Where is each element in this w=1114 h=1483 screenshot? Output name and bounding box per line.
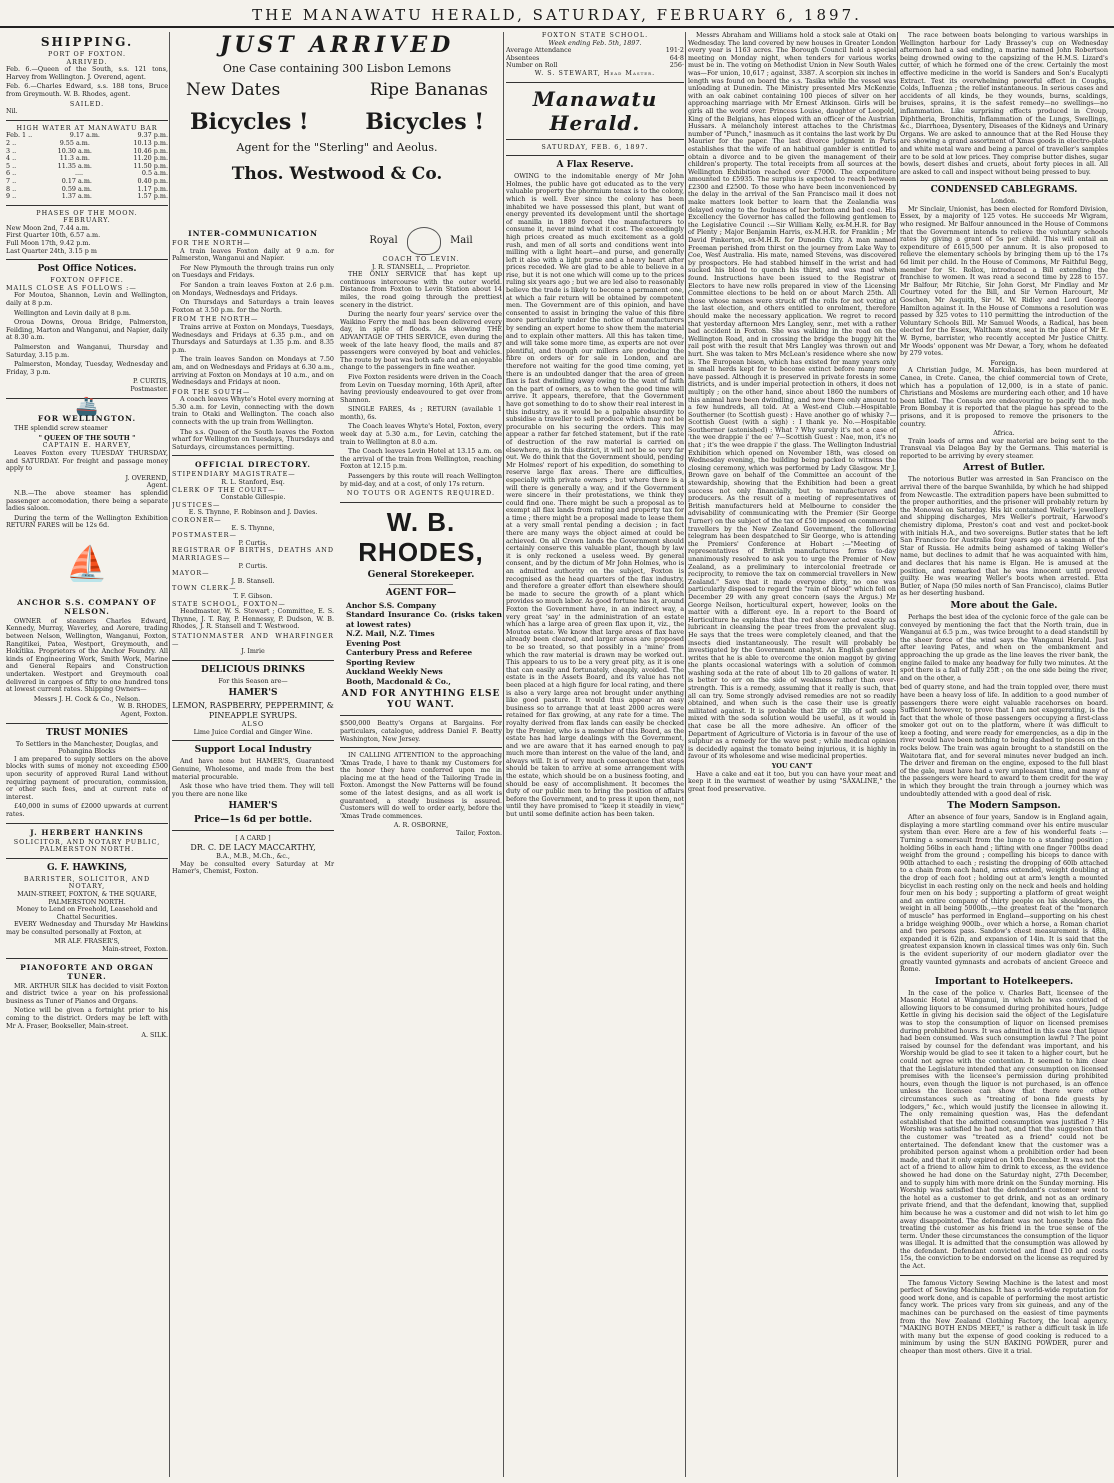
tide-cell: 0.17 a.m. — [61, 176, 92, 185]
piano-sign: A. SILK. — [141, 1031, 168, 1040]
dir-label: POSTMASTER— — [172, 531, 237, 540]
divider — [6, 858, 168, 859]
agency: Canterbury Press and Referee — [346, 648, 473, 658]
tide-cell: 10.46 p.m. — [133, 146, 168, 155]
dir-value: J. Imrie — [241, 647, 265, 656]
dir-value: Constable Gillespie. — [220, 493, 286, 502]
directory-title: OFFICIAL DIRECTORY. — [195, 460, 311, 470]
hawkins-addr: MAIN-STREET, FOXTON, & THE SQUARE, PALMERSTON NORTH. — [17, 889, 157, 906]
dir-value: R. L. Stanford, Esq. — [221, 478, 285, 487]
post-text: Oroua Downs, Oroua Bridge, Palmerston, Feilding, Marton and Wanganui, and Napier, daily at 8.30 a.m. — [6, 318, 168, 342]
sailing-ship-icon: ⛵ — [65, 543, 109, 584]
butler-text: The notorious Butler was arrested in San Francisco on the arrival there of the barque Swanhilda, by which he had shipped from Newcastle. The extradition papers have been submitted to the proper authorities, and the prisoner will probably return by the Monowai on Saturday. His kit contained Weller's jewellery and shipping discharges, Mrs Weller's portrait, Harwood's chemistry diploma, Preston's coat and vest and pocket-book with initials H.A., and two sovereigns. Butler states that he left San Francisco for Australia four years ago as a seaman of the Star of Russia. He admits being ashamed of taking Weller's name, but declines to admit that he was acquainted with him, and declares that his name is Elgan. He is amused at the position, and remarked that he was innocent until proved guilty. He was wearing Weller's boots when arrested. Etta Butler, of Napa (50 miles north of San Francisco), claims Butler as her deserting husband. — [900, 475, 1108, 598]
column-rule — [685, 32, 686, 1477]
coach-text: During the nearly four years' service over the Waikino Ferry the mail has been delivered every day, in spite of floods. As showing THE ADVANTAGE OF THIS SERVICE, even during the week of the late heavy flood, the mails and 87 passengers were conveyed by boat and vehicles. The route by boat was both safe and an enjoyable change to the passengers in fine weather. — [340, 310, 502, 372]
ad-text: MR. ARTHUR SILK has decided to visit Foxton and district twice a year on his professional business as Tuner of Pianos and Organs. — [6, 981, 168, 1005]
train-text: A train leaves Foxton daily at 9 a.m. for Palmerston, Wanganui and Napier. — [172, 246, 334, 263]
school-title: FOXTON STATE SCHOOL. — [541, 32, 649, 39]
dir-label: CLERK OF THE COURT— — [172, 485, 276, 494]
tide-cell: 9 .. — [6, 192, 17, 201]
tide-table — [6, 132, 168, 200]
news-paragraphs: Messrs Abraham and Williams hold a stock sale at Otaki on Wednesday. The land covered by new houses in Greater London every year is 1163 acres. The Borough Council hold a special meeting on Monday night, when tenders for various works must be in. The voting on Methodist Union in New South Wales was—For union, 10,617 ; against, 3387. A scorpion six inches in length was found on board the s.s. Tasika while the vessel was unloading at Dunedin. The Ministry presented Mrs McKenzie with an oak cabinet containing 100 pieces of silver on her approaching marriage with Mr Ernest Atkinson. Girls will be girls all the world over. Princess Louise, daughter of Leopold, King of the Belgians, has eloped with an officer of the Austrian Hussars. A melancholy interest attaches to the Christmas number of "Punch," inasmuch as it contains the last work by Du Maurier for the paper. The last divorce judgment in Paris establishes that the wife of an habitual gambler is entitled to obtain a divorce and to be given the management of their children's property. The total receipts from all sources at the Wellington Exhibition reached over £7000. The expenditure amounted to £5935. The surplus is expected to reach between £2300 and £2500. To those who have been inconvenienced by the delay in the arrival of the San Francisco mail it does not make matters look better to learn that the Zealandia was delayed owing to the foulness of her bottom and bad coal. His Excellency the Governor has called the following gentlemen to the Legislative Council :—Sir William Kelly, ex-M.H.R. for Bay of Plenty ; Major Benjamin Harris, ex-M.H.R. for Franklin ; Mr David Pinkerton, ex-M.H.R. for Dunedin City. A man named Freeman perished from thirst on the journey from Lake Way to Coe, West Australia. His mate, named Stevens, was discovered by prospectors. He had stabbed himself in the wrist and had sucked his blood to quench his thirst, and was mad when found. Instructions have been issued to the Registrar of Electors to have new rolls prepared in view of the Licensing Committee elections to be held on or about March 25th. All those whose names were struck off the rolls for not voting at the last election, and others entitled to enrolment, therefore should make the necessary application. We regret to record that yesterday afternoon Mrs Langley, senr., met with a rather bad accident in Foxton. She was walking in the road on the Wellington Road, and in crossing the bridge the buggy hit the rail post with the result that Mrs Langley was thrown out and hurt. She was taken to Mrs McLean's residence where she now is. The European bison, which has existed for many years only in small herds kept for to become extinct before many more have passed. Although it is preserved in private forests in some districts, and is under imperial protection in others, it does not multiply ; on the other hand, since about 1860 the numbers of this animal have been dwindling, and now there only amount to a few hundreds, all told. At a West-end Club.—Hospitable Southerner (to Scottish guest) : Have another go of whisky ?—Scottish Guest (with a sigh) : I thank ye. No.—Hospitable Southerner (astonished) : What ? Why surely it's not a case of 'the wee drappie i' the ee' ?—Scottish Guest : Nae, mon, it's no that ; it's the wee drappie i' the glass. The Wellington Industrial Exhibition which opened on November 18th, was closed on Wednesday evening, the building being packed to witness the closing ceremony, which was performed by Lady Glasgow. Mr J. Brown gave on behalf of the Committee an account of the stewardship, showing that the Exhibition had been a great success not only financially, but to manufacturers and producers. As the result of a meeting of representatives of British manufacturers held at Melbourne to consider the advisability of communicating with the Premier (Sir George Turner) on the subject of the tax of £50 imposed on commercial travellers by the New Zealand Government, the following telegram has been despatched to Sir George, who is attending the Premiers' Conference at Hobart :—"Meeting of representatives of British manufactures forms to-day unanimously resolved to ask you to urge the Premier of New Zealand, as a preliminary to intercolonial freetrade or reciprocity, to remove the tax on commercial travellers in New Zealand." Save that it made everyone dirty, no one was particularly disposed to regard the "rain of blood" which fell on December 29 with any great concern (says the Argus.) Mr George Neilson, horticultural expert, however, looks on the matter with a different eye. In a report to the Board of Horticulture he explains that the red shower acted exactly as lubricant in cleansing the pear trees from the prevalent slug. He says that the trees were completely cleaned, and that the insects died instantaneously. The result will probably be investigated by the Government analyst. An English gardener writes that he is able to overcome the onion maggot by giving the plants occasional waterings with a solution of common washing soda at the rate of about 1lb to 20 gallons of water. It is better to err on the side of weakness rather than over-strength. This is a remedy, assuming that it really is such, that all can try. Some strongly advised remedies are not so readily obtained, and when such is the case their use is greatly militated against. It is probable that 2lb or 3lb of soft soap mixed with the soda solution would be useful, as it would in that case be all the more adhesive. An officer of the Department of Agriculture of Victoria is in favour of the use of sulphur as a remedy for the wave pest ; while medical opinion is decidedly against the tomato being injurious, it is highly in favour of its wholesome and wise medicinal properties. — [688, 32, 896, 761]
hankins-name: J. HERBERT HANKINS — [30, 827, 144, 837]
coach-text: The Coach leaves Whyte's Hotel, Foxton, every week day at 5.30 a.m., for Levin, catching the train to Wellington at 8.0 a.m. — [340, 422, 502, 446]
card-text: May be consulted every Saturday at Mr Hamer's, Chemist, Foxton. — [172, 859, 334, 876]
lemons: One Case containing 300 Lisbon Lemons — [222, 62, 452, 75]
column-2 — [172, 32, 502, 1477]
sampson-text: After an absence of four years, Sandow is in England again, displaying a more startling command over his entire muscular system than ever. Here are a few of his wonderful feats :—Turning a somersault from the lunge to a standing position ; holding 56lbs in each hand ; lifting with one finger 700lbs dead weight from the ground ; compelling his biceps to dance with 90lb attached to each ; resisting the dropping of 60lb attached to a chain from each hand, arms extended, weight doubling at the drop of each foot ; holding out at arm's length a mounted bicyclist in each resting only on the neck and heels and holding four men on his body ; supporting a platform of great weight and an entire company of thirty people on his shoulders, the weight in all being 5000lb.,—the greatest feat of the "monarch of muscle" has performed in England—supporting on his chest a bridge weighing 900lb., over which a horse, a Roman chariot and two persons pass. Sandow's chest measurement is 48in, expanded it is 62in, and expansion of 14in. It is said that the greatest expansion known in classical times was only 6in. Such is the evident superiority of our modern gladiator over the greatly vaunted gymnasts and acrobats of ancient Greece and Rome. — [900, 813, 1108, 974]
card-name: DR. C. DE LACY MACCARTHY, — [190, 843, 316, 853]
anchor-title: ANCHOR S.S. COMPANY OF NELSON. — [17, 597, 157, 616]
hawkins-money: Money to Lend on Freehold, Leasehold and Chattel Securities. — [16, 905, 158, 921]
tide-cell: 10.30 a.m. — [57, 146, 92, 155]
youcant-text: Have a cake and eat it too, but you can have your meat and keep it in the warmest of weather by using "SAXALINE," the great food preservative. — [688, 769, 896, 793]
ad-text: During the term of the Wellington Exhibition RETURN FARES will be 12s 6d. — [6, 513, 168, 530]
tide-cell: 0.5 a.m. — [141, 169, 168, 178]
arrival-entry: Feb. 6.—Queen of the South, s.s. 121 tons, Harvey from Wellington. J. Overend, agent. — [6, 65, 168, 81]
divider — [6, 120, 168, 121]
herald-title: Manawatu Herald. — [532, 86, 658, 135]
column-rule — [897, 32, 898, 1477]
support-title: Support Local Industry — [194, 745, 312, 756]
moon-line: New Moon 2nd, 7.44 a.m. — [6, 223, 90, 232]
tide-cell: 0.59 a.m. — [61, 184, 92, 193]
divider — [340, 747, 502, 748]
divider — [6, 723, 168, 724]
price: Price—1s 6d per bottle. — [193, 815, 313, 826]
tide-cell: .... — [74, 169, 84, 178]
trust-sub: To Settlers in the Manchester, Douglas, and Pohangina Blocks — [15, 739, 159, 756]
hawkins-name: G. F. HAWKINS, — [46, 862, 128, 873]
foreign-text: A Christian Judge, M. Markulakis, has been murdered at Canea, in Crete. Canea, the chief commercial town of Crete, which has a population of 12,000, is in a state of panic. Christians and Moslems are murdering each other, and 10 have been killed. The Consuls are endeavouring to pacify the mob. From Bombay it is reported that the plague has spread to the prisons, and it is proposed to remove the prisoners to the country. — [900, 366, 1108, 428]
agency: Standard Insurance Co. (risks taken at lowest rates) — [346, 610, 502, 629]
tailor-sign: Tailor, Foxton. — [455, 829, 502, 838]
rhodes-name: W. B. RHODES, — [358, 506, 484, 567]
dates: New Dates — [186, 80, 281, 100]
anchor-agents: Messrs J. H. Cock & Co., Nelson. — [33, 694, 141, 703]
fraser-street: Main-street, Foxton. — [102, 945, 168, 954]
moon-title: PHASES OF THE MOON. — [36, 208, 138, 217]
coach-fares: SINGLE FARES, 4s ; RETURN (available 1 month), 6s. — [340, 405, 502, 421]
column-5 — [900, 32, 1108, 1477]
divider — [172, 740, 334, 741]
mails-heading: MAILS CLOSE AS FOLLOWS :— — [6, 283, 137, 292]
column-rule — [169, 32, 170, 1477]
tide-cell: 1.57 p.m. — [137, 192, 168, 201]
school-value: 191·2 — [665, 46, 684, 55]
school-value: 256· — [669, 61, 684, 70]
train-text: On Thursdays and Saturdays a train leaves Foxton at 3.50 p.m. for the North. — [172, 298, 334, 314]
tide-cell: 1.17 p.m. — [137, 184, 168, 193]
dir-value: E. S. Thynne, — [231, 523, 275, 532]
sailed-entry: Nil. — [6, 107, 18, 116]
dir-value: P. Curtis. — [238, 561, 268, 570]
tide-cell: 11.20 p.m. — [133, 154, 168, 163]
divider — [900, 180, 1108, 181]
dir-label: STATE SCHOOL, FOXTON— — [172, 599, 286, 608]
tide-cell: 5 .. — [6, 161, 17, 170]
hamer-name: HAMER'S — [228, 688, 278, 699]
moon-month: FEBRUARY. — [63, 216, 111, 225]
hankins-desc: SOLICITOR, AND NOTARY PUBLIC, — [13, 837, 161, 846]
post-text: For Moutoa, Shannon, Levin and Wellington, daily at 8 p.m. — [6, 291, 168, 308]
flax-title: A Flax Reserve. — [556, 160, 634, 171]
dir-value: Headmaster, W. S. Stewart ; Committee, E. S. Thynne, J. T. Ray, P. Hennessy, P. Dudson, W. B. Rhodes, J. R. Stansell and T. Westwood. — [172, 607, 334, 631]
port-title: PORT OF FOXTON. — [47, 50, 127, 58]
lime: Lime Juice Cordial and Ginger Wine. — [193, 727, 313, 736]
column-3 — [506, 32, 684, 1477]
tide-cell: 11.50 p.m. — [133, 161, 168, 170]
ad-text: OWNER of steamers Charles Edward, Kennedy, Murray, Waverley, and Aorere, trading between Nelson, Wellington, Wanganui, Foxton, Rangitikei, Patea, Westport, Greymouth, and Hokitika. Proprietors of the Anchor Foundry. All kinds of Engineering Work, Smith Work, Marine and General Repairs and Construction undertaken. Westport and Greymouth coal delivered in cargoes of fifty to one hundred tons at lowest current rates. Shipping Owners— — [6, 616, 168, 694]
dir-label: JUSTICES— — [172, 500, 221, 509]
dir-label: CORONER— — [172, 516, 222, 524]
inter-title: INTER-COMMUNICATION — [188, 229, 318, 238]
tailor-sign: A. R. OSBORNE, — [393, 821, 449, 830]
post-title: Post Office Notices. — [37, 264, 137, 275]
divider — [172, 660, 334, 661]
tide-cell: 11.3 a.m. — [59, 154, 90, 163]
divider — [6, 958, 168, 959]
tide-cell: 10.13 p.m. — [133, 138, 168, 147]
dir-value: E. S. Thynne, F. Robinson and J. Davies. — [188, 508, 318, 517]
trust-title: TRUST MONIES — [46, 727, 128, 738]
syrups: LEMON, RASPBERRY, PEPPERMINT, & PINEAPPLE SYRUPS. — [172, 701, 334, 721]
hamer-name: HAMER'S — [228, 801, 278, 812]
ad-text: EVERY Wednesday and Thursday Mr Hawkins may be consulted personally at Foxton, at — [6, 920, 168, 936]
arrived-heading: ARRIVED. — [66, 57, 108, 66]
london-heading: London. — [990, 197, 1018, 206]
dir-label: STATIONMASTER AND WHARFINGER— — [172, 631, 334, 648]
masthead: THE MANAWATU HERALD, SATURDAY, FEBRUARY 6, 1897. — [0, 0, 1114, 28]
divider — [900, 1275, 1108, 1276]
also: ALSO — [241, 720, 265, 729]
touts: NO TOUTS OR AGENTS REQUIRED. — [346, 489, 496, 498]
london-text: Mr Sinclair, Unionist, has been elected for Romford Division, Essex, by a majority of 125 votes. He succeeds Mr Wigram, who resigned. Mr Balfour announced in the House of Commons that the Government intends to relieve the voluntary schools rates by giving a grant of 5s per child. This will entail an expenditure of £615,500 per annum. It is also proposed to relieve the elementary schools by bringing them up to the 17s 6d limit per child. In the House of Commons, Mr Faithful Begg, member for St. Rollox, introduced a Bill extending the franchise to women. It was read a second time by 228 to 157. Mr Balfour, Mr Ritchie, Sir John Gorst, Mr Findlay and Mr Courtney voted for the Bill, and Sir Vernon Harcourt, Mr Goschen, Mr Asquith, Sir M. W. Ridley and Lord George Hamilton against it. In the House of Commons a resolution was passed by 325 votes to 110 permitting the introduction of the Voluntary Schools Bill. Mr Samuel Woods, a Radical, has been elected for the Essex, Waltham stow, seat in the place of Mr E. W. Byrne, barrister, who recently accepted Mr Justice Chitty. Mr Woods' opponent was Mr Dewar, a Tory, whom he defeated by 279 votes. — [900, 204, 1108, 358]
hankins-loc: PALMERSTON NORTH. — [39, 845, 135, 854]
tide-cell: 9.55 a.m. — [59, 138, 90, 147]
tide-cell: 3 .. — [6, 146, 17, 155]
dir-label: STIPENDIARY MAGISTRATE— — [172, 470, 296, 479]
moon-line: First Quarter 10th, 6.57 a.m. — [6, 231, 101, 240]
mail: Mail — [450, 235, 473, 246]
card-deg: B.A., M.B., M.Ch., &c., — [216, 852, 290, 861]
herald-date: SATURDAY, FEB. 6, 1897. — [541, 142, 649, 151]
tide-cell: 2 .. — [6, 138, 17, 147]
piano-title: PIANOFORTE AND ORGAN TUNER. — [20, 962, 154, 981]
royal-crest-icon — [407, 227, 441, 255]
rhodes-sub: General Storekeeper. — [367, 569, 475, 580]
agent: J. OVEREND, — [125, 473, 168, 482]
sampson-title: The Modern Sampson. — [947, 801, 1061, 812]
divider — [506, 155, 684, 156]
column-rule — [503, 32, 504, 1477]
divider — [340, 502, 502, 503]
foreign-heading: Foreign. — [990, 358, 1018, 367]
cablegrams-title: CONDENSED CABLEGRAMS. — [930, 185, 1078, 196]
proprietor: J. R. STANSELL, ... Proprietor. — [371, 262, 471, 271]
tide-title: HIGH WATER AT MANAWATU BAR — [16, 123, 158, 132]
dir-label: REGISTRAR OF BIRTHS, DEATHS AND MARRIAGES— — [172, 546, 334, 562]
rhodes-agent: AGENT FOR— — [385, 587, 457, 598]
agency: Booth, Macdonald & Co., — [346, 676, 451, 686]
coach-text: The Coach leaves Levin Hotel at 13.15 a.m. on the arrival of the train from Wellington, reaching Foxton at 12.15 p.m. — [340, 447, 502, 471]
card-label: [ A CARD ] — [235, 834, 271, 843]
tailor-ad: IN CALLING ATTENTION to the approaching 'Xmas Trade, I have to thank my Customers for the honor they have conferred upon me in placing me at the head of the Tailoring Trade in Foxton. Amongst the New Patterns will be found some of the latest designs, and as all work is guaranteed, a steady business is assured. Customers will do well to order early, before the 'Xmas Trade commences. — [340, 751, 502, 820]
tide-cell: 7 .. — [6, 176, 17, 185]
moon-line: Full Moon 17th, 9.42 p.m. — [6, 239, 91, 248]
ad-text: £40,000 in sums of £2000 upwards at current rates. — [6, 802, 168, 818]
tide-cell: 0.40 p.m. — [137, 176, 168, 185]
arrival-entry: Feb. 6.—Charles Edward, s.s. 188 tons, Bruce from Greymouth. W. B. Rhodes, agent. — [6, 82, 168, 98]
divider — [6, 205, 168, 206]
column-4 — [688, 32, 896, 1477]
steamship-icon: 🚢 — [75, 395, 99, 417]
train-text: The s.s. Queen of the South leaves the Foxton wharf for Wellington on Tuesdays, Thursdays and Saturdays, circumstances permitting. — [172, 427, 334, 451]
divider — [340, 715, 502, 716]
drinks-title: DELICIOUS DRINKS — [201, 664, 305, 675]
dir-label: TOWN CLERK— — [172, 584, 237, 593]
dir-value: J. B. Stansell. — [231, 576, 275, 585]
school-head: W. S. STEWART, Head Master. — [534, 68, 656, 77]
for-north: FOR THE NORTH— — [172, 239, 251, 247]
tide-cell: 6 .. — [6, 169, 17, 178]
fraser-office: MR ALF. FRASER'S, — [54, 937, 120, 946]
school-value: 64·8 — [669, 53, 684, 62]
gale-cont: bed of quarry stone, and had the train toppled over, there must have been a heavy loss of life. In addition to a good number of passengers there were eight valuable racehorses on board. Sufficient however, to prove that I am not exaggerating, is the fact that the whole of those passengers occupying a first-class smoker got out on to the platform, where it was difficult to keep a footing, and were ready for emergencies, as a dip in the river would have been nothing to being dashed to pieces on the rocks below. The train was again brought to a standstill on the Waitotara flat, and for several minutes never budged an inch. The driver and fireman on the engine, exposed to the full blast of the gale, must have had a very unpleasant time, and many of the passengers were heard to award to them credit for the way in which they brought the train through a journey which was undoubtedly attended with a good deal of risk. — [900, 683, 1108, 798]
divider — [506, 82, 684, 83]
rhodes-anything: AND FOR ANYTHING ELSE YOU WANT. — [341, 689, 501, 711]
divider — [172, 455, 334, 456]
wellington-title: FOR WELLINGTON. — [37, 414, 137, 424]
support-text: And have none but HAMER'S, Guaranteed Genuine, Wholesome, and made from the best material procurable. — [172, 757, 334, 781]
dir-value: P. Curtis. — [238, 538, 268, 547]
post-text: Wellington and Levin daily at 8 p.m. — [14, 308, 131, 317]
captain: CAPTAIN E. HARVEY, — [42, 441, 132, 450]
anchor-rhodes: W. B. RHODES, — [118, 702, 168, 711]
anchor-rhodes-agent: Agent, Foxton. — [120, 710, 168, 718]
hawkins-desc: BARRISTER, SOLICITOR, AND NOTARY, — [23, 874, 151, 891]
tide-cell: Feb. 1 .. — [6, 131, 33, 140]
coach-title: COACH TO LEVIN. — [382, 255, 460, 263]
ad-text: N.B.—The above steamer has splendid passenger accomodation, there being a separate ladies saloon. — [6, 488, 168, 513]
train-text: A coach leaves Whyte's Hotel every morning at 5.30 a.m. for Levin, connecting with the down train to Otaki and Wellington. The coach also connects with the up train from Wellington. — [172, 395, 334, 427]
steamer-name: " QUEEN OF THE SOUTH " — [38, 433, 136, 442]
bicycles-left: Bicycles ! — [190, 109, 309, 135]
coach-text: Five Foxton residents were driven in the Coach from Levin on Tuesday morning, 16th April, after having previously endeavoured to get over from Shannon. — [340, 372, 502, 404]
dir-value: T. F. Gibson. — [233, 591, 273, 600]
drinks-sub: For this Season are— — [218, 676, 288, 685]
agency: N.Z. Mail, N.Z. Times — [346, 629, 435, 639]
gale-title: More about the Gale. — [950, 600, 1058, 611]
bicycles-right: Bicycles ! — [365, 109, 484, 135]
support-text: Ask those who have tried them. They will tell you there are none like — [172, 782, 334, 798]
ad-text: THE splendid screw steamer — [14, 424, 108, 433]
divider — [6, 259, 168, 260]
victory-ad: The famous Victory Sewing Machine is the latest and most perfect of Sewing Machines. It has a world-wide reputation for good work done, and is capable of performing the most artistic fancy work. The prices vary from six guineas, and any of the machines can be purchased on the easiest of time payments from the New Zealand Clothing Factory, the local agency. "MAKING BOTH ENDS MEET," is rather a difficult task in life with many but the expense of good cooking is reduced to a minimum by using the SUN BAKING POWDER, purer and cheaper than most others. Give it a trial. — [900, 1278, 1108, 1355]
train-text: Trains arrive at Foxton on Mondays, Tuesdays, Wednesdays and Fridays at 6.35 p.m., and on Thursdays and Saturdays at 1.35 p.m. and 8.35 p.m. — [172, 322, 334, 354]
tide-row — [6, 193, 168, 201]
hotel-text: In the case of the police v. Charles Batt, licensee of the Masonic Hotel at Wanganui, in which he was convicted of allowing liquors to be consumed during prohibited hours, Judge Kettle in giving his decision said the object of the Legislature was to stop the consumption of liquor on licensed premises during prohibited hours. It was admitted in this case that liquor had been consumed. Was such consumption lawful ? The point raised by counsel for the defendant was important, and his Worship would be glad to see it taken to a higher court, but he could not agree with the contention. It seemed to him clear that the Legislature intended that any consumption on licensed premises with the licensee's permission during prohibited hours, even though the liquor is not purchased, is an offence unless the licensee can show that there were other circumstances such as "treating of bona fide guests by lodgers," &c., which would justify the licensee in allowing it. The only remaining question was, Has the defendant established that the admitted consumption was justified ? His Worship was satisfied he had not, and that the suggestion that the customer was "treated as a friend" could not be entertained. The defendant knew that the customer was a prohibited person against whom a prohibition order had been made, and that it only expired on 10th December. It was not the act of a friend to allow him to drink to excess, as the evidence showed he had done on the Saturday night, 27th December, and to supply him with more drink on the Sunday morning. His Worship was satisfied that the defendant's customer went to the hotel as a customer to get drink, and not as an ordinary private friend, and that the defendant, knowing that, supplied him because he was a customer and did not wish to let him go away disappointed. The defendant was not honestly bona fide treating the customer as his friend in the true sense of the term. Under these circumstances the consumption of the liquor was illegal. It is admitted that the consumption was allowed by the defendant. Defendant convicted and fined £10 and costs 15s, the conviction to be endorsed on the license as required by the Act. — [900, 988, 1108, 1271]
train-text: For New Plymouth the through trains run only on Tuesdays and Fridays. — [172, 263, 334, 280]
school-week: Week ending Feb. 5th, 1897. — [548, 38, 642, 47]
agent-label: Agent. — [146, 481, 168, 490]
youcant-title: YOU CAN'T — [771, 762, 813, 770]
coach-text: Passengers by this route will reach Wellington by mid-day, and at a cost, of only 17s return. — [340, 472, 502, 488]
divider — [389, 584, 454, 585]
divider — [172, 830, 334, 831]
moon-line: Last Quarter 24th, 3.15 p m — [6, 246, 97, 255]
tide-cell: 11.35 a.m. — [57, 161, 92, 170]
ad-text: I am prepared to supply settlers on the above blocks with sums of money not exceeding £500 upon security of approved Rural Land without requiring payment of procuration, commission, or other such fees, and at current rate of interest. — [6, 754, 168, 801]
for-south: FOR THE SOUTH— — [172, 387, 251, 396]
post-sign: Postmaster. — [130, 384, 168, 393]
westwood: Thos. Westwood & Co. — [231, 164, 443, 184]
dir-label: MAYOR— — [172, 569, 210, 578]
post-text: Palmerston, Monday, Tuesday, Wednesday and Friday, 3 p.m. — [6, 360, 168, 376]
royal: Royal — [369, 235, 398, 246]
tide-cell: 1.37 a.m. — [61, 192, 92, 201]
school-label: Number on Roll — [506, 61, 558, 70]
from-north: FROM THE NORTH— — [172, 315, 259, 324]
train-text: The train leaves Sandon on Mondays at 7.50 am, and on Wednesdays and Fridays at 6.30 a.m., arriving at Foxton on Mondays at 10 a.m., and on Wednesdays and Fridays at noon. — [172, 355, 334, 387]
just-arrived-heading: JUST ARRIVED — [219, 32, 455, 58]
butler-title: Arrest of Butler. — [962, 463, 1046, 474]
agency: Auckland Weekly News — [346, 667, 443, 677]
coach-text: THE ONLY SERVICE that has kept up continuous intercourse with the outer world. Distance from Foxton to Levin Station about 14 miles, the road going through the prettiest scenery in the district. — [340, 270, 502, 309]
tide-cell: 8 .. — [6, 184, 17, 193]
hotel-title: Important to Hotelkeepers. — [934, 976, 1074, 987]
train-text: For Sandon a train leaves Foxton at 2.6 p.m. on Mondays, Wednesdays and Fridays. — [172, 280, 334, 297]
post-sub: FOXTON OFFICE. — [50, 276, 124, 285]
school-label: Absentees — [506, 53, 540, 62]
africa-text: Train loads of arms and war material are being sent to the Transvaal via Delagoa Bay by the Germans. This material is reported to be arriving by every steamer. — [900, 436, 1108, 460]
organs-ad: $500,000 Beatty's Organs at Bargains. For particulars, catalogue, address Daniel F. Beatty Washington, New Jersey. — [340, 719, 502, 743]
tide-cell: 4 .. — [6, 154, 17, 163]
agency: Sporting Review — [346, 657, 415, 667]
ad-text: Notice will be given a fortnight prior to his coming to the district. Orders may be left with Mr A. Fraser, Bookseller, Main-street. — [6, 1006, 168, 1030]
ad-text: Leaves Foxton every TUESDAY THURSDAY, and SATURDAY. For freight and passage money apply to — [6, 448, 168, 473]
divider — [506, 139, 684, 140]
column-1 — [6, 32, 168, 1477]
shipping-title: SHIPPING. — [40, 35, 134, 49]
tide-cell: 9.37 p.m. — [137, 131, 168, 140]
flax-article: OWING to the indomitable energy of Mr John Holmes, the public have got educated as to the very valuable property the phormium tenax is to the colony, which is well. Ever since the colony has been inhabited we have possessed this plant, but want of energy prevented its development until the shortage of manilla in 1889 forced the manufacturers to consume it, never mind what it cost. The exceedingly high prices created as much excitement as a gold rush, and men of all sorts and conditions went into milling with a light heart—and purse, and generally left it also with a light purse and a heavy heart after prices receded. We are glad to be able to believe in a rise, but it is not one which will come up to the prices ruling six years ago ; but we are led also to reasonably believe the trade is likely to become a permanent one, at which a fair return will be obtained by competent men. The Government are of this opinion, and have consented to assist in bringing the value of this fibre more particularly under the notice of manufacturers by sending an expert home to show them the material and to explain other matters. All this has taken time, and will take some more time, as experts are not over plentiful, and though our millers are producing the fibre on orders or for sale in London, and are therefore not waiting for the good time coming, yet there is an undoubted danger that the area of green flax is fast dwindling away owing to the want of faith on the part of owners, as to when the good time will arrive. It appears, therefore, that the Government have got something to do to show their real interest in this industry, as it would be a palpable absurdity to subsidise a traveller to sell produce which may not be procurable on his securing the orders. This may appear a rather far fetched statement, but if the rate of destruction of the raw material is carried on elsewhere, as in this district, it will not be so very far out. We do think that the Government should, pending Mr Holmes' report of his expedition, do something to reserve large flax areas. There are difficulties, especially with private owners ; but where there is a will there is generally a way, and if the Government were sincere in their protestations, we think they could find one. There might be such a proposal as to exempt all flax lands from rating and property tax for a time ; there might be a proposal made to lease them at a very small rental pending a decision ; in fact there are many ways the object aimed at could be achieved. On all Crown lands the Government should certainly conserve this valuable plant, though by law it is only reckoned a useless weed. By general consent, and by the dictum of Mr John Holmes, who is an admitted authority on the subject, Foxton is recognised as the head quarters of the flax industry, and therefore a greater effort than elsewhere should be made to secure the growth of a plant which provides so much labor. As good fortune has it, around Foxton the Government have, in an indirect way, a very great 'say' in the administration of an estate which has a large area of green flax upon it, viz., the Moutoa estate. We know that large areas of flax have already been cleared, and larger areas are proposed to be so treated, so that possibly in a 'mine' from which the raw material is drawn may be worked out. This appears to us to be a very great pity, as it is one that can easily and fortunately, cheaply, avoided. The estate is in the Assets Board, and its value has not been placed at a high figure for local rating, and there is also a very large area not brought under anything like good pasture. It would thus appear an easy business so to arrange that at least 2000 acres were retained for flax growing, at any rate for a time. The royalty derived from flax lands can easily be checked by the Premier, who is a member of this Board, as the estate has had large dealings with the Government, and we are aware that it has earned enough to pay much more than interest on the value of the land, and always will. It is of very much consequence that steps should be taken to arrive at some arrangement with the estate, which should be on a business footing, and should be easy of accomplishment. It becomes the duty of our public men to bring the position of affairs before the Government, and to press it upon them, not until they have promised to "keep it steadily in view," but until some definite action has been taken. — [506, 172, 684, 819]
post-sign: P. CURTIS, — [132, 377, 168, 386]
divider — [6, 823, 168, 824]
news-paragraphs-2: The race between boats belonging to various warships in Wellington harbour for Lady Brassey's cup on Wednesday afternoon had a sad ending, a marine named John Robertson being drowned owing to the capsizing of the H.M.S. Lizard's cutter, of which he formed one of the crew. Certainly the most effective medicine in the world is Sanders and Son's Eucalypti Extract. Test its overwhelming powerful effect in Coughs, Colds, Influenza ; the relief instantaneous. In serious cases and accidents of all kinds, be they wounds, burns, scaldings, bruises, sprains, it is the safest remedy—no swellings—no inflammation. Like surprising effects produced in Croup, Diphtheria, Bronchitis, Inflammation of the Lungs, Swellings, &c., Diarrhoea, Dysentery, Diseases of the Kidneys and Urinary Organs. We are asked to announce that at the Red House they are showing a grand assortment of Xmas goods in electro-plate and white metal ware and being a parcel of traveller's samples are to be sold at low prices. They comprise butter dishes, sugar bowls, desert dishes and cruets, about forty pieces in all. All are asked to call and inspect without being pressed to buy. — [900, 32, 1108, 176]
agent-line: Agent for the "Sterling" and Aeolus. — [236, 141, 438, 154]
bananas: Ripe Bananas — [369, 80, 488, 100]
agency: Anchor S.S. Company — [346, 600, 436, 610]
africa-heading: Africa. — [993, 429, 1015, 438]
tide-cell: 9.17 a.m. — [69, 131, 100, 140]
school-label: Average Attendance — [506, 46, 572, 55]
sailed-heading: SAILED. — [69, 99, 105, 108]
gale-text: Perhaps the best idea of the cyclonic force of the gale can be conveyed by mentioning the fact that the North train, due in Wanganui at 6.5 p.m., was twice brought to a dead standstill by the sheer force of the wind says the Wanganui Herald. Just after leaving Pates, and when on the embankment and approaching the up grade as the line leaves the river bank, the engine failed to make any headway for fully two minutes. At the spot there is a fall of fully 25ft ; on the one side being the river, and on the other, a — [900, 612, 1108, 682]
agency: Evening Post — [346, 638, 401, 648]
post-text: Palmerston and Wanganui, Thursday and Saturday, 3.15 p.m. — [6, 343, 168, 359]
